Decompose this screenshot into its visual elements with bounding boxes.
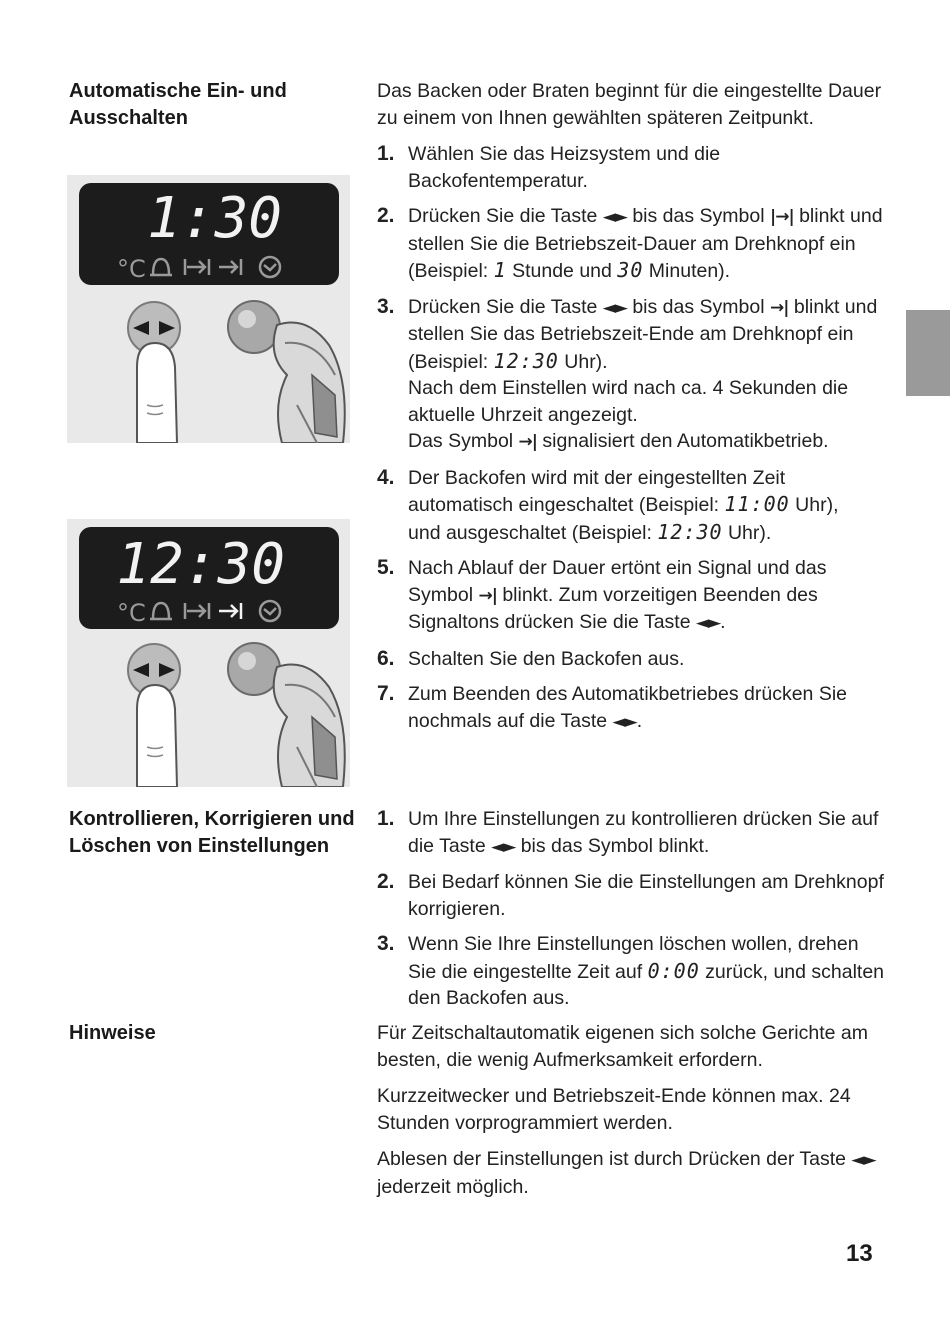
button-arrows-icon: ◄► [696,613,721,633]
end-time-icon: →| [518,432,537,452]
note-paragraph: Für Zeitschaltautomatik eigenen sich solche Gerichte am besten, die wenig Aufmerksamkeit erfordern. [377,1022,868,1071]
display-time: 12:30 [116,532,285,597]
rotary-knob [228,643,280,695]
button-arrows-icon: ◄► [602,207,627,227]
rotary-knob [228,301,280,353]
steps-control [377,806,887,1012]
step-item: 3. Wenn Sie Ihre Einstellungen löschen wollen, drehen Sie die eingestellte Zeit auf 0:00 zurück, und schalten den Backofen aus. [377,932,885,1009]
section-control-body [377,806,887,1022]
degree-celsius-icon: °C [117,599,146,627]
step-item: 3. Drücken Sie die Taste ◄► bis das Symbol →| blinkt und stellen Sie das Betriebszeit-Ende am Drehknopf ein (Beispiel: 12:30 Uhr). Nach dem Einstellen wird nach ca. 4 Sekunden die aktuelle Uhrzeit angezeigt. Das Symbol →| signalisiert den Automatikbetrieb. [377,294,878,452]
section-title-notes: Hinweise [69,1022,156,1044]
section-title-control: Kontrollieren, Korrigieren und Löschen von Einstellungen [69,808,355,857]
end-time-icon: →| [769,297,789,318]
section-notes-body [377,1020,887,1210]
button-arrows-icon: ◄► [491,836,516,857]
note-paragraph: Kurzzeitwecker und Betriebszeit-Ende können max. 24 Stunden vorprogrammiert werden. [377,1085,851,1134]
chapter-side-tab [906,310,950,396]
button-arrows-icon: ◄► [602,297,627,318]
segment-value: 30 [617,258,644,282]
button-arrows-icon: ◄► [612,711,637,732]
page-number: 13 [846,1240,873,1267]
duration-icon: |→| [769,207,794,227]
figure-display-duration [67,175,350,443]
step-item: 1. Wählen Sie das Heizsystem und die Backofentemperatur. [377,142,721,192]
step-item: 5. Nach Ablauf der Dauer ertönt ein Signal und das Symbol →| blinkt. Zum vorzeitigen Beenden des Signaltons drücken Sie die Taste ◄►. [377,556,827,633]
section-automatic-body [377,78,887,745]
section-title-automatic: Automatische Ein- und Ausschalten [69,80,287,129]
intro-paragraph: Das Backen oder Braten beginnt für die eingestellte Dauer zu einem von Ihnen gewählten späteren Zeitpunkt. [377,80,882,129]
step-item: 2. Drücken Sie die Taste ◄► bis das Symbol |→| blinkt und stellen Sie die Betriebszeit-Dauer am Drehknopf ein (Beispiel: 1 Stunde und 30 Minuten). [377,204,883,282]
steps-automatic [377,141,887,735]
step-item: 6. Schalten Sie den Backofen aus. [377,646,685,670]
step-item: 4. Der Backofen wird mit der eingestellten Zeit automatisch eingeschaltet (Beispiel: 11:00 Uhr), und ausgeschaltet (Beispiel: 12:30 Uhr). [377,465,839,544]
step-item: 7. Zum Beenden des Automatikbetriebes drücken Sie nochmals auf die Taste ◄►. [377,682,848,732]
segment-value: 12:30 [657,519,723,544]
figure-display-end-time [67,519,350,787]
display-time: 1:30 [147,186,282,251]
end-time-icon: →| [478,585,497,606]
segment-value: 1 [493,258,507,282]
step-item: 2. Bei Bedarf können Sie die Einstellungen am Drehknopf korrigieren. [377,870,884,920]
segment-value: 11:00 [724,492,790,516]
step-item: 1. Um Ihre Einstellungen zu kontrollieren drücken Sie auf die Taste ◄► bis das Symbol blinkt. [377,807,879,857]
segment-value: 0:00 [647,958,700,983]
segment-value: 12:30 [493,348,559,373]
degree-celsius-icon: °C [117,255,146,283]
button-arrows-icon: ◄► [851,1150,876,1170]
note-paragraph: Ablesen der Einstellungen ist durch Drücken der Taste ◄► jederzeit möglich. [377,1148,876,1198]
